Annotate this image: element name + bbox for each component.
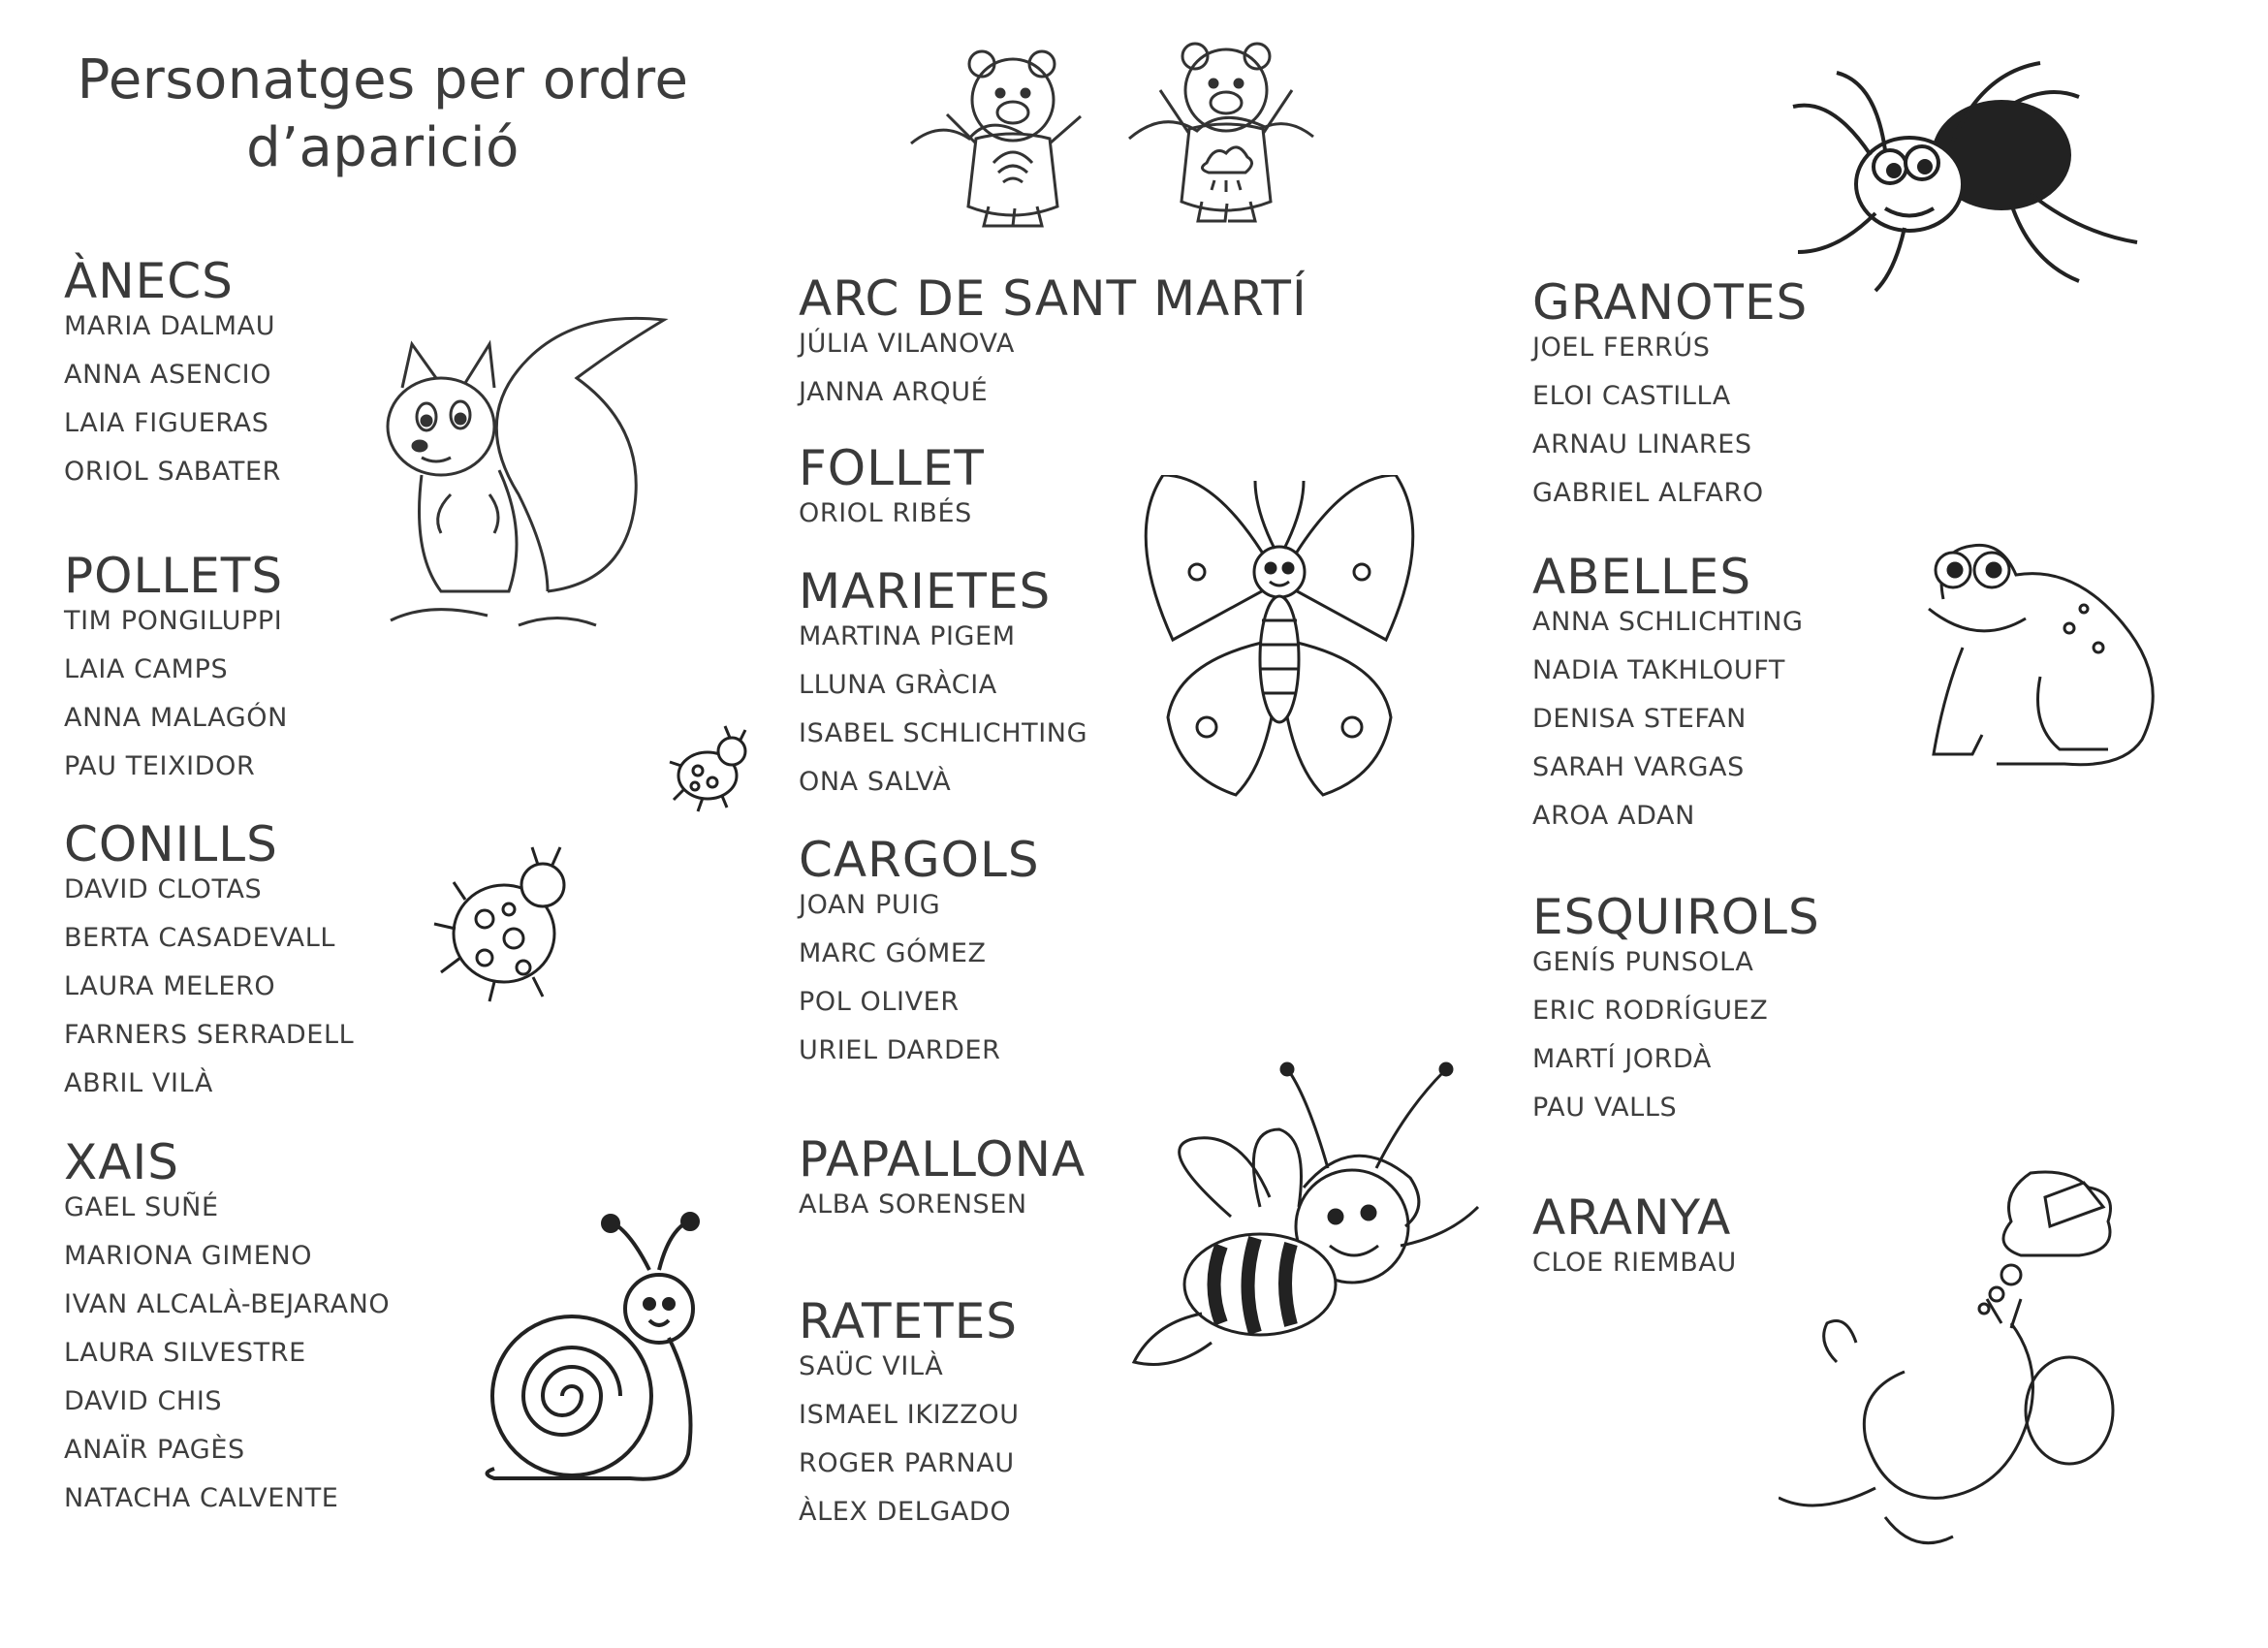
group-cargols bbox=[799, 833, 1040, 1075]
cast-member: MARTÍ JORDÀ bbox=[1532, 1044, 1712, 1074]
group-marietes bbox=[799, 564, 1087, 807]
cast-member: ANNA MALAGÓN bbox=[64, 703, 288, 733]
group-aranya bbox=[1532, 1190, 1737, 1287]
frog-illustration bbox=[1924, 541, 2157, 774]
cast-member: PAU VALLS bbox=[1532, 1093, 1678, 1123]
ladybug-small-illustration bbox=[664, 722, 761, 819]
ladybug-illustration bbox=[426, 841, 591, 1006]
cast-member: AROA ADAN bbox=[1532, 801, 1695, 831]
cast-member: DENISA STEFAN bbox=[1532, 704, 1747, 734]
cast-member: ORIOL RIBÉS bbox=[799, 498, 972, 528]
butterfly-illustration bbox=[1139, 475, 1420, 805]
group-conills bbox=[64, 817, 354, 1108]
cast-member: ORIOL SABATER bbox=[64, 457, 281, 487]
cast-member: ANAÏR PAGÈS bbox=[64, 1435, 245, 1465]
cast-member: ARNAU LINARES bbox=[1532, 429, 1752, 460]
cast-member: SARAH VARGAS bbox=[1532, 752, 1745, 782]
cast-member: LAIA FIGUERAS bbox=[64, 408, 269, 438]
cast-member: NADIA TAKHLOUFT bbox=[1532, 655, 1785, 685]
cast-member: ÀLEX DELGADO bbox=[799, 1497, 1012, 1527]
cast-member: DAVID CLOTAS bbox=[64, 874, 263, 904]
care-bears-illustration bbox=[906, 27, 1323, 240]
group-heading: PAPALLONA bbox=[799, 1131, 1087, 1188]
cast-member: JÚLIA VILANOVA bbox=[799, 329, 1015, 359]
cast-member: MARTINA PIGEM bbox=[799, 621, 1016, 651]
group-heading: ESQUIROLS bbox=[1532, 889, 1820, 945]
cast-member: LAIA CAMPS bbox=[64, 654, 229, 684]
group-heading: ABELLES bbox=[1532, 549, 1752, 605]
cast-member: ANNA ASENCIO bbox=[64, 360, 272, 390]
group-ratetes bbox=[799, 1294, 1020, 1537]
cast-member: POL OLIVER bbox=[799, 987, 960, 1017]
cast-member: NATACHA CALVENTE bbox=[64, 1483, 339, 1513]
cast-member: TIM PONGILUPPI bbox=[64, 606, 283, 636]
cast-member: ISMAEL IKIZZOU bbox=[799, 1400, 1020, 1430]
group-pollets bbox=[64, 549, 288, 791]
page-title-line-2: d’aparició bbox=[246, 116, 520, 179]
cast-member: JOEL FERRÚS bbox=[1532, 333, 1711, 363]
spider-illustration bbox=[1779, 58, 2157, 301]
cast-member: IVAN ALCALÀ-BEJARANO bbox=[64, 1289, 391, 1319]
cast-member: ONA SALVÀ bbox=[799, 767, 952, 797]
cast-member: ALBA SORENSEN bbox=[799, 1189, 1027, 1220]
group-esquirols bbox=[1532, 890, 1820, 1132]
cast-member: ABRIL VILÀ bbox=[64, 1068, 213, 1098]
cast-member: JOAN PUIG bbox=[799, 890, 941, 920]
cast-member: SAÜC VILÀ bbox=[799, 1351, 944, 1381]
cast-member: MARIA DALMAU bbox=[64, 311, 276, 341]
cast-member: GENÍS PUNSOLA bbox=[1532, 947, 1754, 977]
group-heading: CONILLS bbox=[64, 816, 278, 872]
group-heading: ARC DE SANT MARTÍ bbox=[799, 270, 1307, 327]
cast-member: GAEL SUÑÉ bbox=[64, 1192, 219, 1222]
page-title bbox=[0, 47, 766, 182]
cast-member: JANNA ARQUÉ bbox=[799, 377, 989, 407]
cast-member: ROGER PARNAU bbox=[799, 1448, 1015, 1478]
group-xais bbox=[64, 1135, 390, 1523]
snail-illustration bbox=[475, 1202, 717, 1493]
cast-member: MARIONA GIMENO bbox=[64, 1241, 313, 1271]
bee-illustration bbox=[1124, 1052, 1493, 1410]
cast-member: MARC GÓMEZ bbox=[799, 938, 987, 968]
cast-member: BERTA CASADEVALL bbox=[64, 923, 336, 953]
group-heading: ARANYA bbox=[1532, 1189, 1732, 1246]
cast-member: LAURA SILVESTRE bbox=[64, 1338, 306, 1368]
cast-member: URIEL DARDER bbox=[799, 1035, 1001, 1065]
squirrel-illustration bbox=[383, 301, 683, 635]
group-granotes bbox=[1532, 275, 1808, 518]
mouse-illustration bbox=[1779, 1168, 2147, 1551]
group-heading: RATETES bbox=[799, 1293, 1019, 1349]
group-anecs bbox=[64, 254, 281, 496]
group-heading: FOLLET bbox=[799, 440, 985, 496]
group-papallona bbox=[799, 1132, 1086, 1229]
group-heading: XAIS bbox=[64, 1134, 179, 1190]
cast-member: ELOI CASTILLA bbox=[1532, 381, 1731, 411]
cast-member: DAVID CHIS bbox=[64, 1386, 223, 1416]
cast-member: CLOE RIEMBAU bbox=[1532, 1248, 1737, 1278]
cast-member: ANNA SCHLICHTING bbox=[1532, 607, 1804, 637]
group-follet bbox=[799, 441, 985, 538]
cast-member: ERIC RODRÍGUEZ bbox=[1532, 996, 1769, 1026]
cast-member: FARNERS SERRADELL bbox=[64, 1020, 355, 1050]
group-heading: GRANOTES bbox=[1532, 274, 1809, 331]
cast-member: LAURA MELERO bbox=[64, 971, 276, 1001]
group-heading: ÀNECS bbox=[64, 253, 234, 309]
cast-member: LLUNA GRÀCIA bbox=[799, 670, 997, 700]
group-abelles bbox=[1532, 550, 1804, 840]
group-arc-de-sant-marti bbox=[799, 271, 1307, 417]
page-title-line-1: Personatges per ordre bbox=[77, 48, 689, 111]
group-heading: POLLETS bbox=[64, 548, 284, 604]
cast-member: GABRIEL ALFARO bbox=[1532, 478, 1764, 508]
group-heading: CARGOLS bbox=[799, 832, 1040, 888]
cast-member: ISABEL SCHLICHTING bbox=[799, 718, 1088, 748]
cast-member: PAU TEIXIDOR bbox=[64, 751, 256, 781]
group-heading: MARIETES bbox=[799, 563, 1052, 619]
